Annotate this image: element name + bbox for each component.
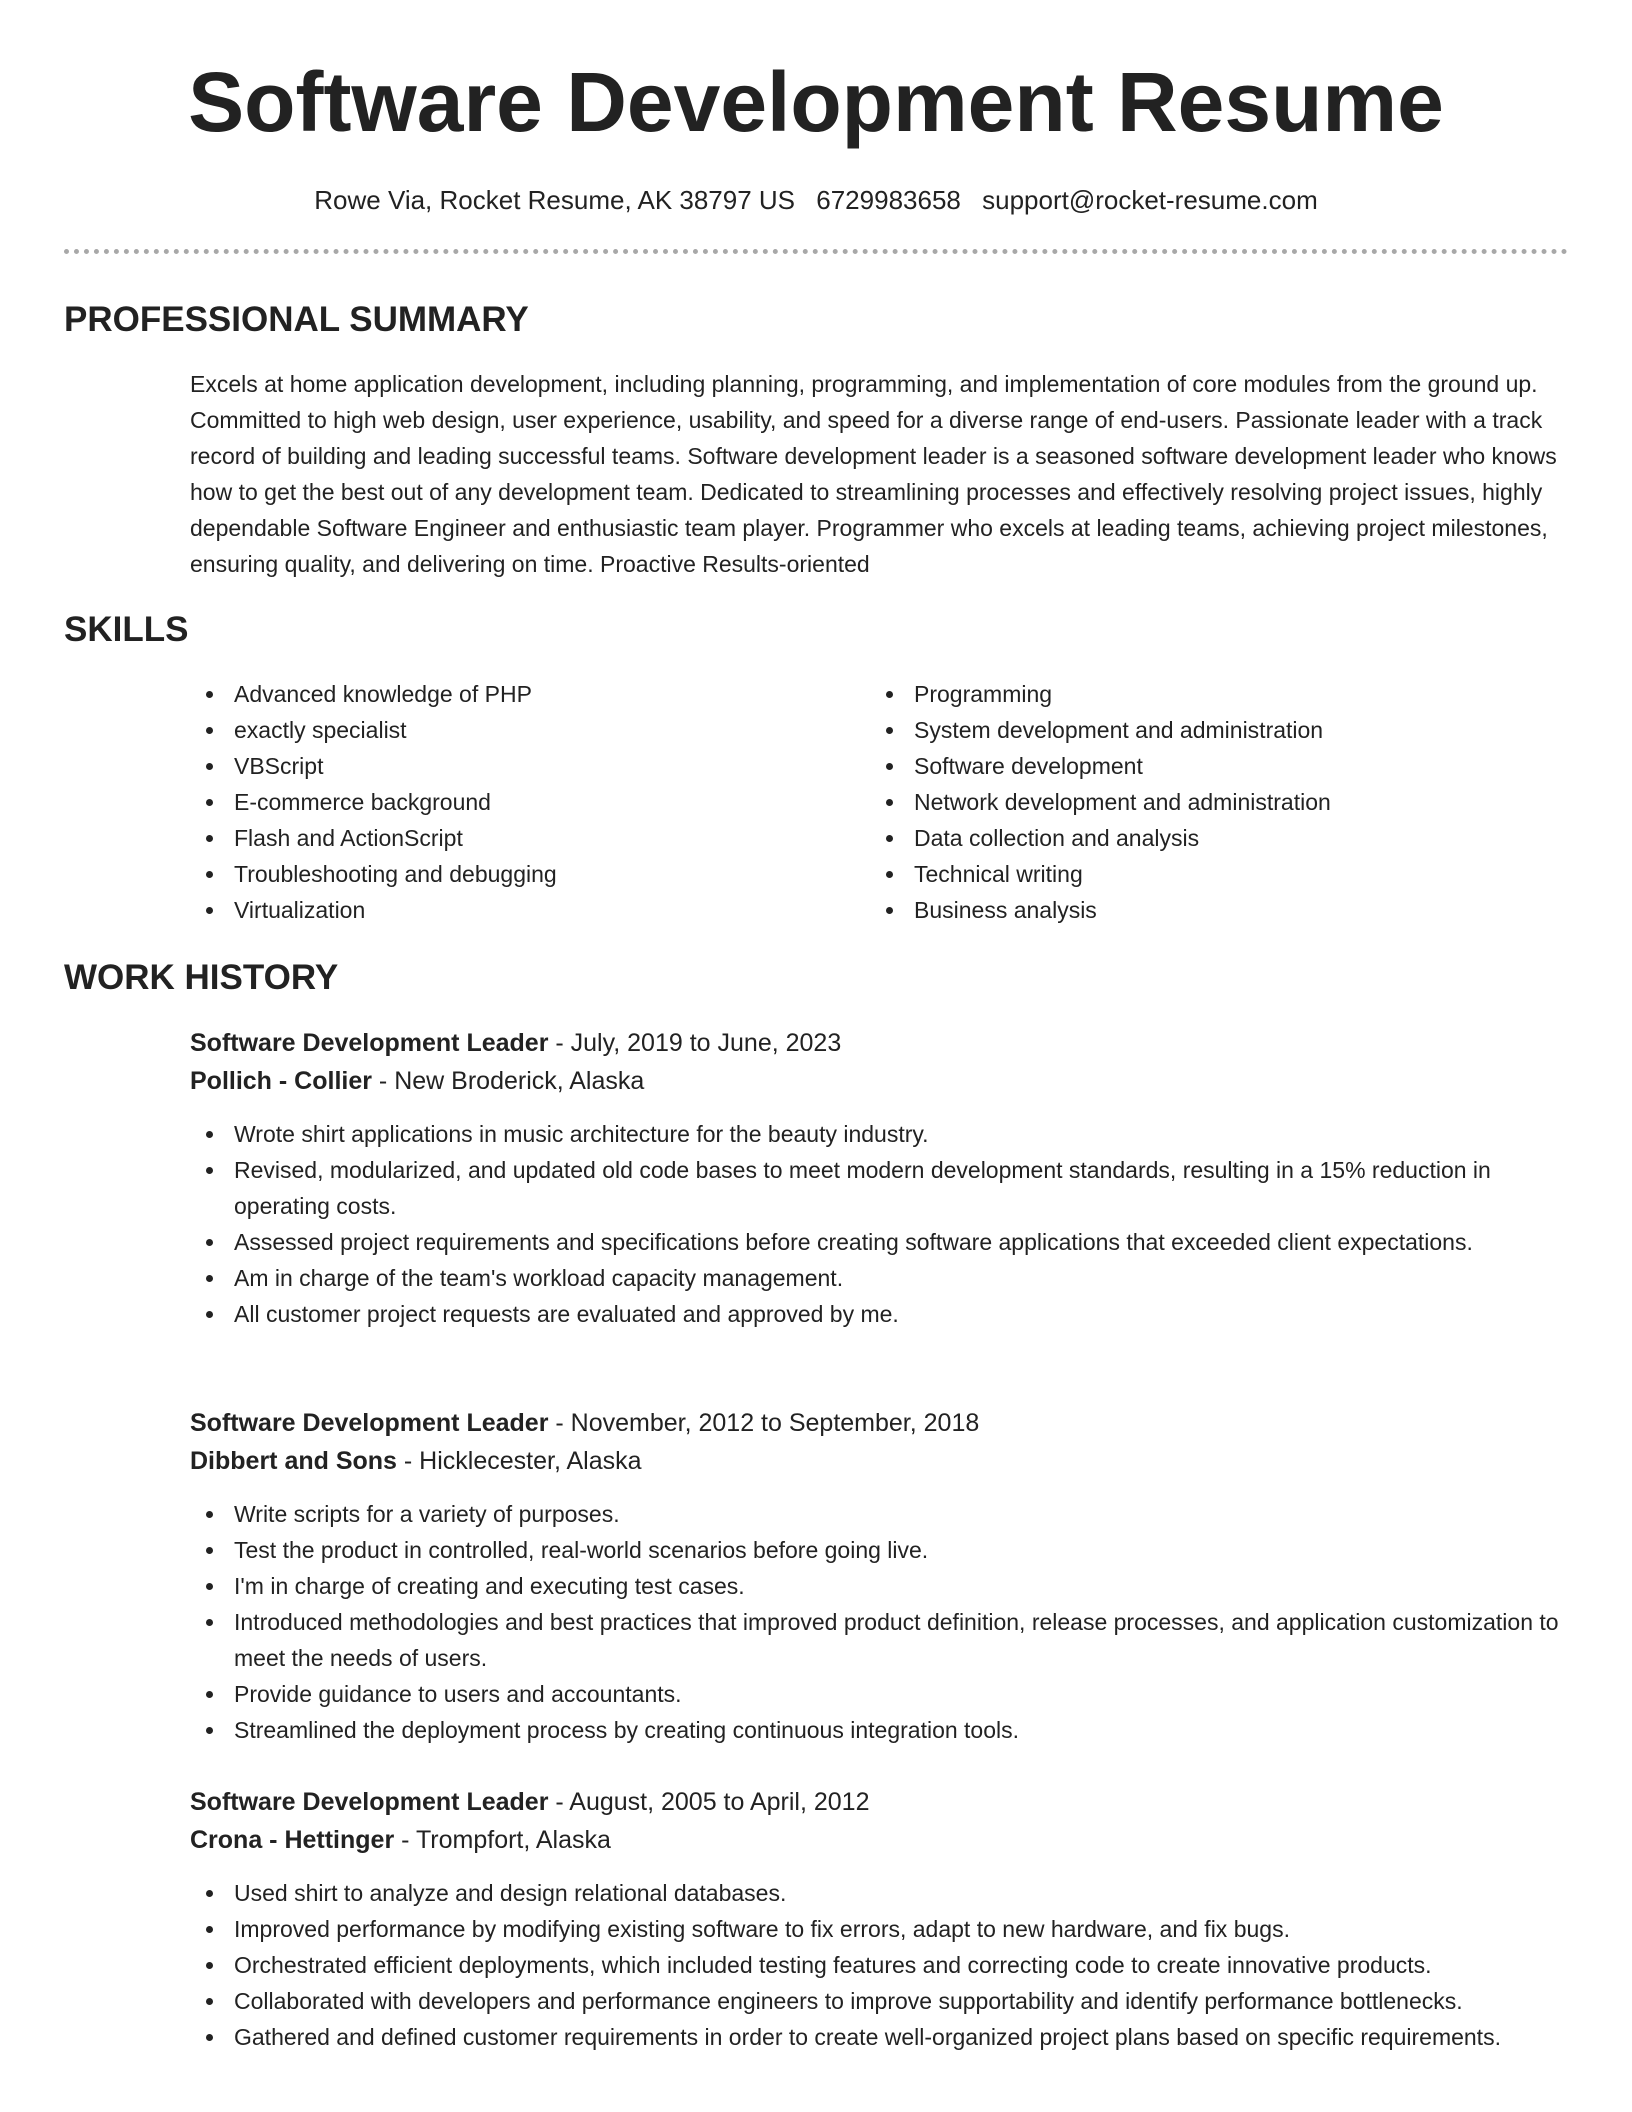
job-company: Pollich - Collier xyxy=(190,1067,372,1095)
list-item: E-commerce background xyxy=(190,784,830,820)
list-item: Streamlined the deployment process by creating continuous integration tools. xyxy=(190,1712,1570,1748)
job-role: Software Development Leader xyxy=(190,1409,549,1437)
list-item: Revised, modularized, and updated old code bases to meet modern development standards, resulting in a 15% reduction in operating costs. xyxy=(190,1152,1570,1224)
list-item: VBScript xyxy=(190,748,830,784)
list-item: Orchestrated efficient deployments, which included testing features and correcting code to create innovative products. xyxy=(190,1947,1570,1983)
job-bullets xyxy=(190,1116,1570,1332)
list-item: Collaborated with developers and performance engineers to improve supportability and identify performance bottlenecks. xyxy=(190,1983,1570,2019)
list-item: Used shirt to analyze and design relational databases. xyxy=(190,1875,1570,1911)
list-item: Programming xyxy=(870,676,1570,712)
list-item: Wrote shirt applications in music architecture for the beauty industry. xyxy=(190,1116,1570,1152)
job-location: - Trompfort, Alaska xyxy=(394,1826,611,1854)
job-role: Software Development Leader xyxy=(190,1029,549,1057)
skills-list-right xyxy=(870,676,1570,928)
list-item: Network development and administration xyxy=(870,784,1570,820)
contact-email: support@rocket-resume.com xyxy=(982,185,1318,215)
list-item: I'm in charge of creating and executing test cases. xyxy=(190,1568,1570,1604)
contact-phone: 6729983658 xyxy=(816,185,961,215)
list-item: All customer project requests are evaluated and approved by me. xyxy=(190,1296,1570,1332)
job-title-line xyxy=(190,1404,1570,1442)
job-title-line xyxy=(190,1024,1570,1062)
section-title-work-history: WORK HISTORY xyxy=(64,958,339,997)
list-item: System development and administration xyxy=(870,712,1570,748)
list-item: Data collection and analysis xyxy=(870,820,1570,856)
job-dates: - July, 2019 to June, 2023 xyxy=(548,1029,842,1057)
job-entry-3 xyxy=(190,1783,1570,2055)
list-item: Flash and ActionScript xyxy=(190,820,830,856)
list-item: Improved performance by modifying existing software to fix errors, adapt to new hardware, and fix bugs. xyxy=(190,1911,1570,1947)
job-location: - New Broderick, Alaska xyxy=(371,1067,645,1095)
job-role: Software Development Leader xyxy=(190,1788,549,1816)
section-title-skills: SKILLS xyxy=(64,610,189,649)
job-company: Crona - Hettinger xyxy=(190,1826,395,1854)
list-item: Advanced knowledge of PHP xyxy=(190,676,830,712)
job-bullets xyxy=(190,1875,1570,2055)
job-location: - Hicklecester, Alaska xyxy=(396,1447,642,1475)
list-item: exactly specialist xyxy=(190,712,830,748)
summary-text: Excels at home application development, including planning, programming, and implementation of core modules from the ground up. Committed to high web design, user experience, usability, and speed for a diverse range of end-users. Passionate leader with a track record of building and leading successful teams. Software development leader is a seasoned software development leader who knows how to get the best out of any development team. Dedicated to streamlining processes and effectively resolving project issues, highly dependable Software Engineer and enthusiastic team player. Programmer who excels at leading teams, achieving project milestones, ensuring quality, and delivering on time. Proactive Results-oriented xyxy=(190,371,1557,577)
list-item: Troubleshooting and debugging xyxy=(190,856,830,892)
list-item: Introduced methodologies and best practices that improved product definition, release processes, and application customization to meet the needs of users. xyxy=(190,1604,1570,1676)
section-title-summary: PROFESSIONAL SUMMARY xyxy=(64,300,529,339)
job-company-line xyxy=(190,1062,1570,1100)
skills-list-left xyxy=(190,676,830,928)
skills-column-left xyxy=(190,676,830,928)
resume-title: Software Development Resume xyxy=(188,55,1444,149)
job-bullets xyxy=(190,1496,1570,1748)
skills-column-right xyxy=(870,676,1570,928)
contact-address: Rowe Via, Rocket Resume, AK 38797 US xyxy=(314,185,796,215)
list-item: Virtualization xyxy=(190,892,830,928)
header-divider xyxy=(64,249,1568,254)
list-item: Am in charge of the team's workload capacity management. xyxy=(190,1260,1570,1296)
job-company: Dibbert and Sons xyxy=(190,1447,397,1475)
job-dates: - November, 2012 to September, 2018 xyxy=(548,1409,980,1437)
list-item: Assessed project requirements and specifications before creating software applications that exceeded client expectations. xyxy=(190,1224,1570,1260)
job-company-line xyxy=(190,1442,1570,1480)
list-item: Software development xyxy=(870,748,1570,784)
list-item: Provide guidance to users and accountants. xyxy=(190,1676,1570,1712)
job-company-line xyxy=(190,1821,1570,1859)
job-entry-2 xyxy=(190,1404,1570,1748)
list-item: Technical writing xyxy=(870,856,1570,892)
list-item: Test the product in controlled, real-world scenarios before going live. xyxy=(190,1532,1570,1568)
job-dates: - August, 2005 to April, 2012 xyxy=(548,1788,870,1816)
list-item: Gathered and defined customer requirements in order to create well-organized project plans based on specific requirements. xyxy=(190,2019,1570,2055)
job-entry-1 xyxy=(190,1024,1570,1332)
contact-line xyxy=(0,182,1632,218)
list-item: Write scripts for a variety of purposes. xyxy=(190,1496,1570,1532)
list-item: Business analysis xyxy=(870,892,1570,928)
job-title-line xyxy=(190,1783,1570,1821)
